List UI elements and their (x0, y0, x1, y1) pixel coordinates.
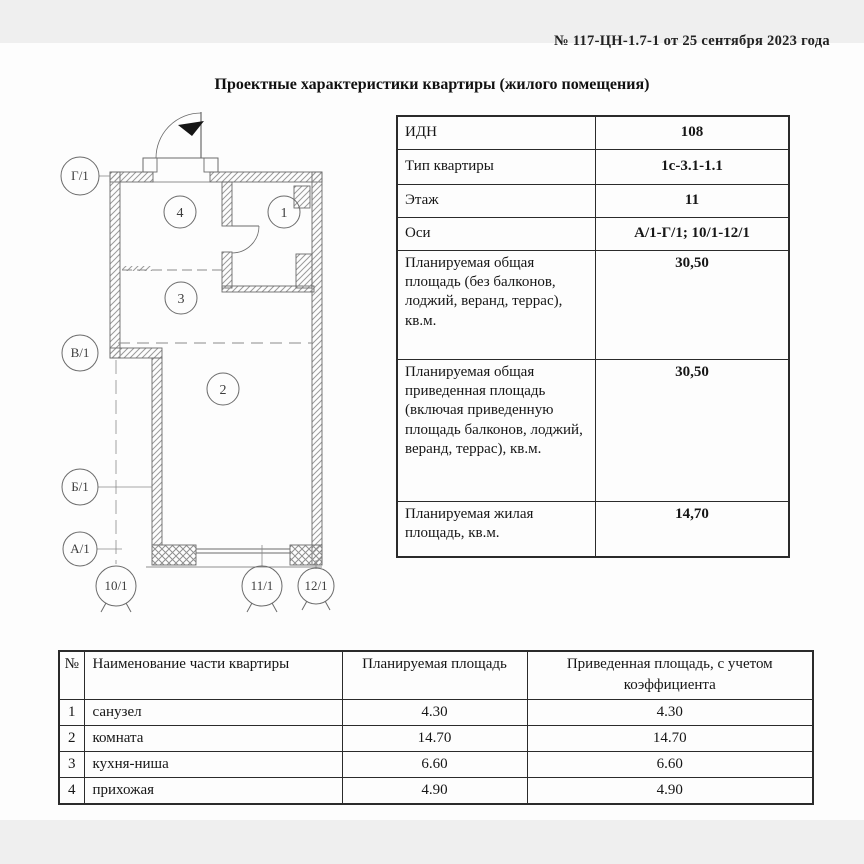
row-number: 1 (59, 700, 84, 726)
clipped-doc-number-text: № 117-ЦН-1.7-1 от 25 сентября 2023 года (553, 33, 830, 49)
axis-label-b1: Б/1 (71, 479, 89, 494)
specs-value: 14,70 (596, 502, 790, 558)
dashed-lines (97, 176, 316, 569)
row-number: 2 (59, 726, 84, 752)
axis-label-11-1: 11/1 (250, 578, 274, 593)
axis-label-v1: В/1 (70, 345, 90, 360)
specs-row-living-area (397, 502, 789, 558)
specs-label: Этаж (397, 185, 596, 218)
col-header-reduced-area: Приведенная площадь, с учетом коэффициента (527, 651, 813, 700)
specs-row-total-area (397, 251, 789, 360)
clipped-doc-number-line (553, 33, 830, 51)
specs-value: А/1-Г/1; 10/1-12/1 (596, 218, 790, 251)
axis-label-g1: Г/1 (71, 168, 89, 183)
specs-label: Планируемая общая площадь (без балконов, лоджий, веранд, террас), кв.м. (397, 251, 596, 360)
room-number-1: 1 (280, 206, 288, 221)
specs-label: ИДН (397, 116, 596, 150)
specs-label: Тип квартиры (397, 150, 596, 185)
planned-area: 4.30 (342, 700, 527, 726)
specs-value: 11 (596, 185, 790, 218)
specs-table (396, 115, 790, 558)
row-number: 4 (59, 778, 84, 805)
axis-bubbles-left (61, 157, 99, 566)
specs-row-type (397, 150, 789, 185)
rooms-table (58, 650, 814, 805)
floor-plan (50, 108, 390, 618)
specs-row-idn (397, 116, 789, 150)
room-number-3: 3 (177, 292, 185, 307)
rooms-table-header (59, 651, 813, 700)
part-name: санузел (84, 700, 342, 726)
planned-area: 4.90 (342, 778, 527, 805)
reduced-area: 14.70 (527, 726, 813, 752)
specs-row-axes (397, 218, 789, 251)
col-header-number: № (59, 651, 84, 700)
table-row (59, 700, 813, 726)
page-title: Проектные характеристики квартиры (жилого помещения) (214, 76, 650, 93)
specs-label: Оси (397, 218, 596, 251)
reduced-area: 4.90 (527, 778, 813, 805)
planned-area: 14.70 (342, 726, 527, 752)
specs-label: Планируемая жилая площадь, кв.м. (397, 502, 596, 558)
part-name: комната (84, 726, 342, 752)
window-corner-piers (152, 545, 322, 565)
entrance-door (143, 112, 218, 182)
exterior-walls (110, 172, 322, 565)
specs-value: 30,50 (596, 360, 790, 502)
specs-value: 108 (596, 116, 790, 150)
planned-area: 6.60 (342, 752, 527, 778)
row-number: 3 (59, 752, 84, 778)
specs-row-floor (397, 185, 789, 218)
reduced-area: 4.30 (527, 700, 813, 726)
room-number-2: 2 (219, 383, 227, 398)
table-row (59, 726, 813, 752)
axis-label-10-1: 10/1 (104, 578, 128, 593)
axis-bubbles-bottom (96, 566, 334, 612)
axis-label-a1: А/1 (70, 541, 90, 556)
col-header-part-name: Наименование части квартиры (84, 651, 342, 700)
table-row (59, 778, 813, 805)
col-header-planned-area: Планируемая площадь (342, 651, 527, 700)
table-row (59, 752, 813, 778)
specs-value: 1с-3.1-1.1 (596, 150, 790, 185)
specs-value: 30,50 (596, 251, 790, 360)
part-name: прихожая (84, 778, 342, 805)
interior-walls (222, 182, 314, 292)
bathroom-door (232, 226, 259, 253)
room-number-4: 4 (176, 206, 184, 221)
axis-label-12-1: 12/1 (304, 578, 328, 593)
specs-label: Планируемая общая приведенная площадь (включая приведенную площадь балконов, лоджий, веранд, террас), кв.м. (397, 360, 596, 502)
specs-row-reduced-area (397, 360, 789, 502)
document-page (0, 33, 864, 820)
part-name: кухня-ниша (84, 752, 342, 778)
entrance-arrow-icon (178, 121, 204, 136)
reduced-area: 6.60 (527, 752, 813, 778)
